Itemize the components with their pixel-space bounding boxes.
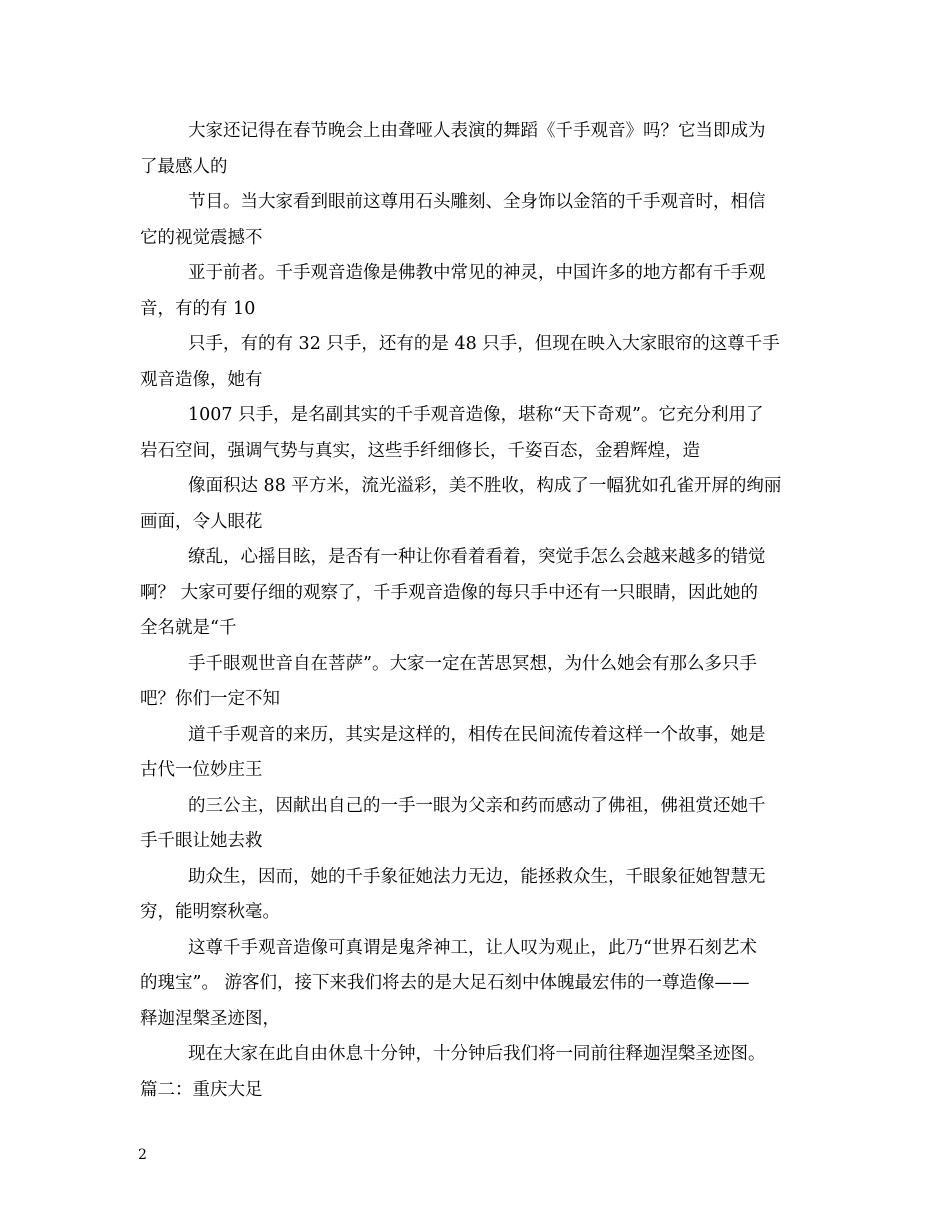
text-line: 节目。当大家看到眼前这尊用石头雕刻、全身饰以金箔的千手观音时，相信	[188, 192, 766, 212]
text-line: 穷，能明察秋毫。	[140, 902, 280, 922]
text-line: 缭乱，心摇目眩，是否有一种让你看着看着，突觉手怎么会越来越多的错觉	[188, 547, 766, 567]
text-line: 全名就是“千	[140, 618, 237, 638]
text-line: 释迦涅槃圣迹图，	[140, 1008, 280, 1029]
text-line: 像面积达 88 平方米，流光溢彩，美不胜收，构成了一幅犹如孔雀开屏的绚丽	[188, 476, 782, 496]
text-line: 吧？你们一定不知	[140, 689, 280, 709]
text-line: 只手，有的有 32 只手，还有的是 48 只手，但现在映入大家眼帘的这尊千手	[188, 334, 780, 354]
text-line: 古代一位妙庄王	[140, 760, 263, 780]
text-line: 观音造像，她有	[140, 369, 263, 390]
text-line: 这尊千手观音造像可真谓是鬼斧神工，让人叹为观止，此乃“世界石刻艺术	[188, 937, 757, 958]
text-line: 的三公主，因献出自己的一手一眼为父亲和药而感动了佛祖，佛祖赏还她千	[188, 795, 766, 816]
text-line: 亚于前者。千手观音造像是佛教中常见的神灵，中国许多的地方都有千手观	[188, 263, 766, 283]
text-line: 1007 只手，是名副其实的千手观音造像，堪称“天下奇观”。它充分利用了	[188, 405, 764, 425]
text-line: 它的视觉震撼不	[140, 227, 263, 248]
text-line: 的瑰宝”。 游客们，接下来我们将去的是大足石刻中体魄最宏伟的一尊造像——	[140, 973, 750, 993]
text-line: 手千眼让她去救	[140, 831, 263, 851]
text-line: 啊？ 大家可要仔细的观察了，千手观音造像的每只手中还有一只眼睛，因此她的	[140, 582, 759, 603]
text-line: 道千手观音的来历，其实是这样的，相传在民间流传着这样一个故事，她是	[188, 724, 766, 745]
text-line: 画面，令人眼花	[140, 511, 263, 532]
body-text	[140, 114, 812, 1108]
text-line: 音，有的有 10	[140, 298, 256, 319]
text-line: 岩石空间，强调气势与真实，这些手纤细修长，千姿百态，金碧辉煌，造	[140, 440, 700, 461]
text-line: 助众生，因而，她的千手象征她法力无边，能拯救众生，千眼象征她智慧无	[188, 866, 766, 887]
text-line: 手千眼观世音自在菩萨”。大家一定在苦思冥想，为什么她会有那么多只手	[188, 653, 757, 674]
text-line: 了最感人的	[140, 156, 228, 177]
text-line: 大家还记得在春节晚会上由聋哑人表演的舞蹈《千手观音》吗？它当即成为	[188, 121, 766, 141]
page-number: 2	[138, 1147, 147, 1163]
text-line: 现在大家在此自由休息十分钟，十分钟后我们将一同前往释迦涅槃圣迹图。	[188, 1044, 766, 1064]
text-line: 篇二：重庆大足	[140, 1079, 263, 1100]
